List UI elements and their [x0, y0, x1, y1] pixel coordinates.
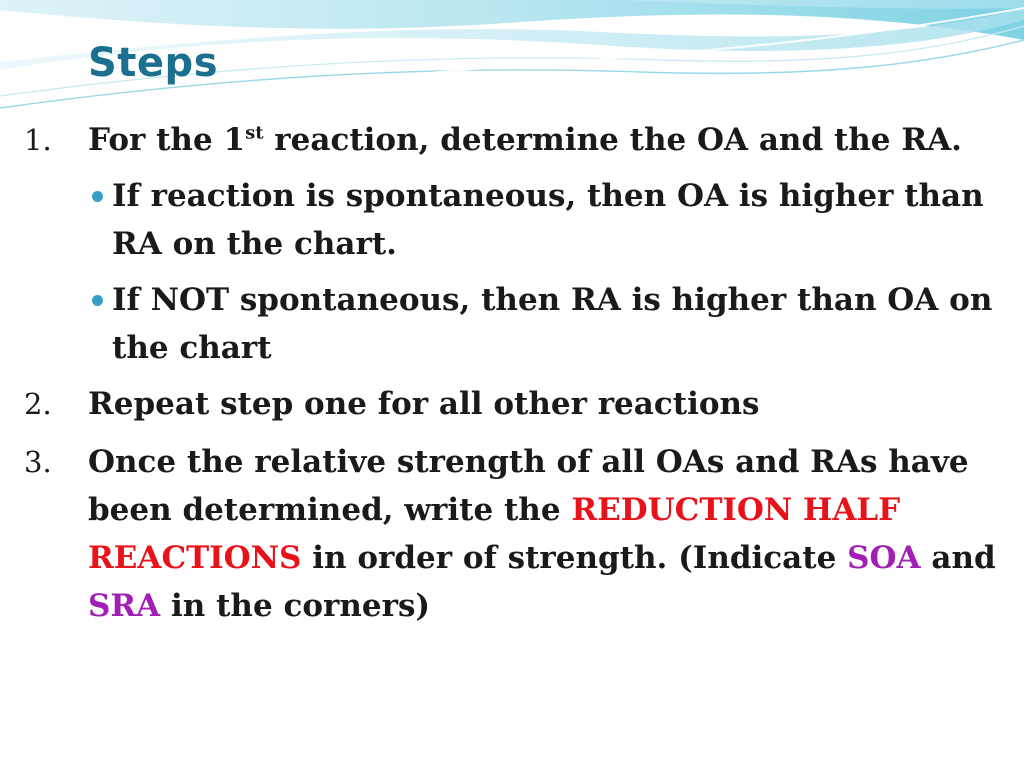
reduction-half-reactions-highlight: REDUCTION HALF REACTIONS: [88, 492, 901, 576]
subpoint-text: If NOT spontaneous, then RA is higher than OA on the chart: [112, 282, 993, 366]
steps-list: [24, 116, 1014, 630]
step-1: [24, 116, 1014, 164]
step-3-text-part-2: in order of strength. (Indicate: [301, 540, 848, 576]
bullet-icon: [92, 191, 103, 202]
subpoint-text: If reaction is spontaneous, then OA is higher than RA on the chart.: [112, 178, 984, 262]
step-3-text-part-4: in the corners): [160, 588, 431, 624]
step-number: 1.: [24, 123, 52, 157]
step-1-text-end: reaction, determine the OA and the RA.: [263, 122, 962, 158]
step-number: 2.: [24, 387, 52, 421]
step-1-text-start: For the 1: [88, 122, 246, 158]
step-2: [24, 380, 1014, 428]
step-number: 3.: [24, 445, 52, 479]
subpoint-not-spontaneous: [98, 276, 1014, 372]
step-3-text-part-1: Once the relative strength of all OAs and RAs have been determined, write the: [88, 444, 969, 528]
step-1-subpoints: [24, 172, 1014, 372]
ordinal-superscript: st: [245, 122, 264, 144]
page-title: Steps: [88, 40, 218, 86]
soa-highlight: SOA: [847, 540, 921, 576]
step-3: [24, 438, 1014, 630]
sra-highlight: SRA: [88, 588, 161, 624]
subpoint-spontaneous: [98, 172, 1014, 268]
step-3-text-part-3: and: [920, 540, 996, 576]
step-2-text: Repeat step one for all other reactions: [88, 386, 760, 422]
bullet-icon: [92, 295, 103, 306]
